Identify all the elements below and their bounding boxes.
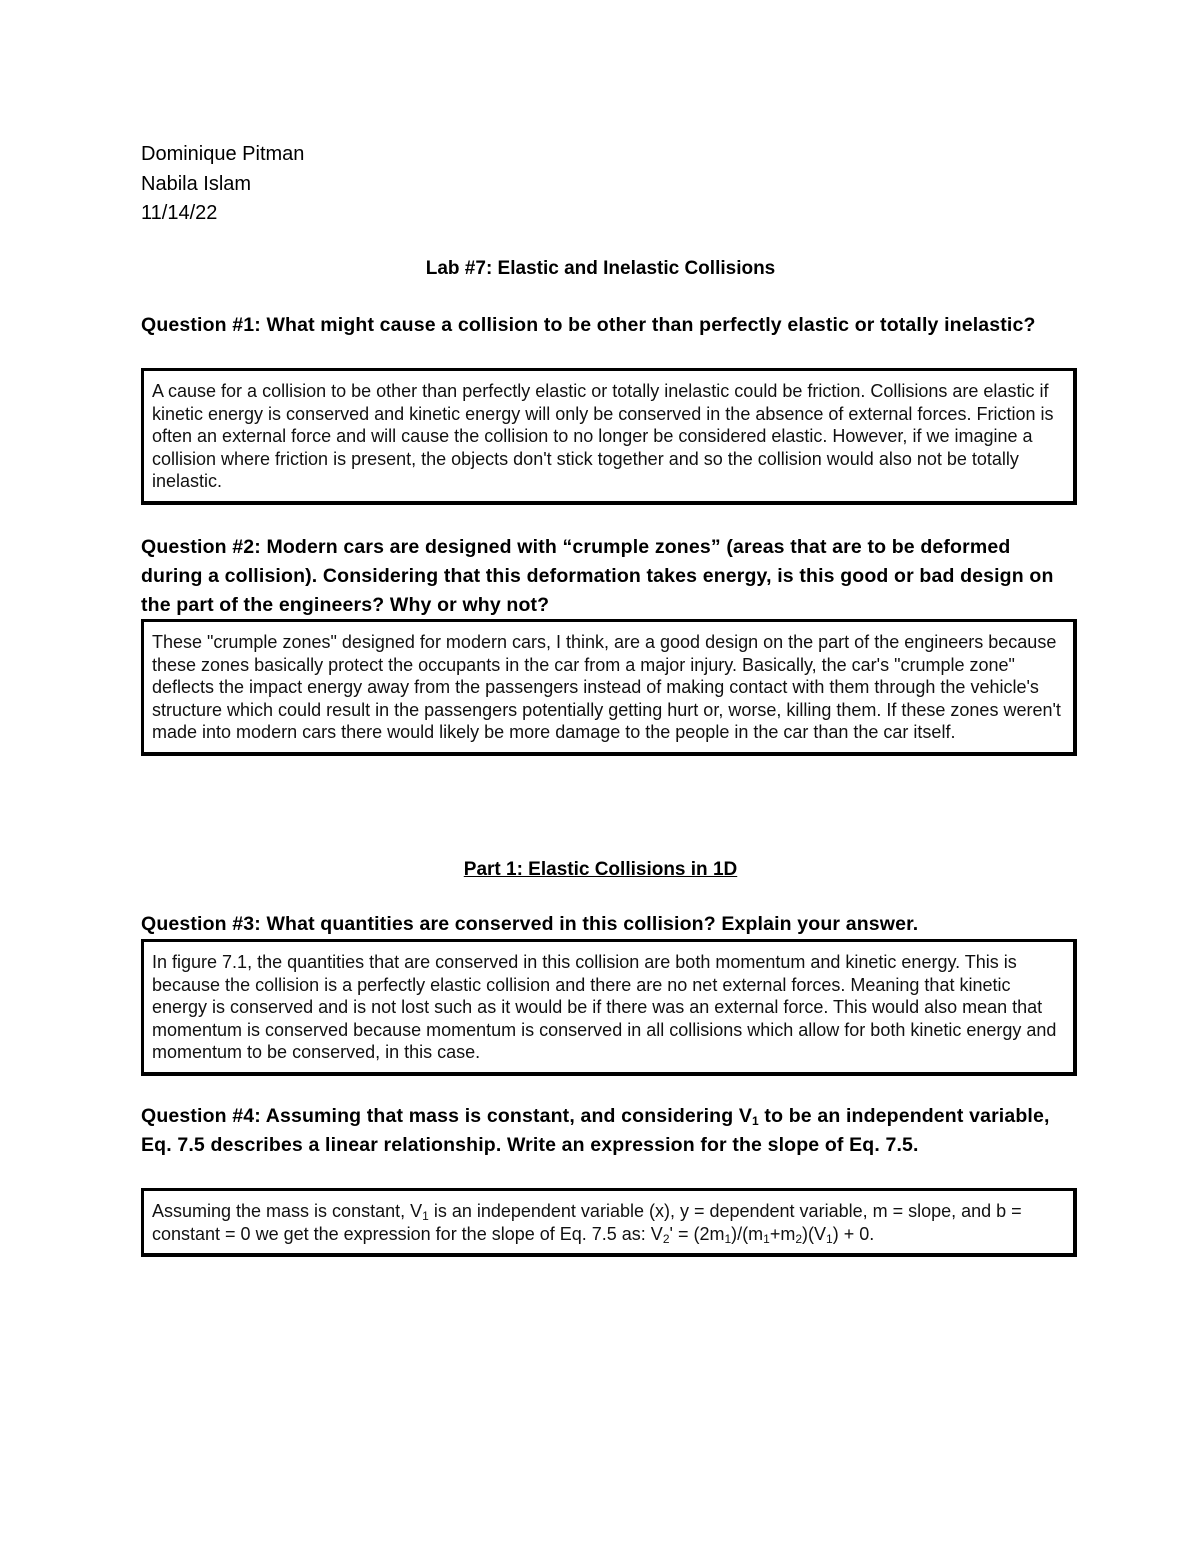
answer-4-sub-m1b: 1 (763, 1231, 770, 1246)
answer-box-2: These "crumple zones" designed for modern cars, I think, are a good design on the part of the engineers because these zones basically protect the occupants in the car from a major injury. Basically, the car's "crumple zone" deflects the impact energy away from the passengers instead of making contact with them through the vehicle's structure which could result in the passengers potentially getting hurt or, worse, killing them. If these zones weren't made into modern cars there would likely be more damage to the people in the car than the car itself. (141, 619, 1077, 756)
report-date: 11/14/22 (141, 202, 218, 224)
question-4-part-1: Question #4: Assuming that mass is constant, and considering V (141, 1105, 753, 1127)
part-1-title (141, 858, 1060, 882)
author-name-1: Dominique Pitman (141, 143, 305, 165)
answer-4-text-g: ) + 0. (832, 1223, 875, 1244)
question-4 (141, 1102, 1066, 1160)
answer-4-text-a: Assuming the mass is constant, V (152, 1201, 423, 1221)
question-4-subscript: 1 (752, 1114, 759, 1128)
answer-box-3: In figure 7.1, the quantities that are conserved in this collision are both momentum and kinetic energy. This is because the collision is a perfectly elastic collision and there are no net external forces. Meaning that kinetic energy is conserved and is not lost such as it would be if there was an external force. This would also mean that momentum is conserved because momentum is conserved in all collisions which allow for both kinetic energy and momentum to be conserved, in this case. (141, 939, 1077, 1076)
answer-4-sub-m2: 2 (795, 1231, 803, 1246)
question-3: Question #3: What quantities are conserved in this collision? Explain your answer. (141, 913, 919, 935)
answer-box-4 (141, 1188, 1077, 1257)
question-2: Question #2: Modern cars are designed with “crumple zones” (areas that are to be deformed during a collision). Considering that this deformation takes energy, is this good or bad design on the part of the engineers? Why or why not? (141, 536, 1054, 616)
answer-box-1: A cause for a collision to be other than perfectly elastic or totally inelastic could be friction. Collisions are elastic if kinetic energy is conserved and kinetic energy will only be conserved in the absence of external forces. Friction is often an external force and will cause the collision to no longer be considered elastic. However, if we imagine a collision where friction is present, the objects don't stick together and so the collision would also not be totally inelastic. (141, 368, 1077, 505)
answer-4-sub-v1: 1 (422, 1209, 429, 1223)
answer-4-sub-v2: 2 (662, 1231, 670, 1246)
question-4-part-2: to be an independent variable, Eq. 7.5 describes a linear relationship. Write an expression for the slope of Eq. 7.5. (141, 1105, 1050, 1156)
answer-4-text-e: +m (769, 1223, 796, 1244)
answer-4-sub-m1a: 1 (724, 1231, 732, 1246)
lab-title: Lab #7: Elastic and Inelastic Collisions (425, 258, 776, 279)
question-1: Question #1: What might cause a collision to be other than perfectly elastic or totally inelastic? (141, 314, 1036, 336)
answer-4-sub-v1b: 1 (826, 1231, 833, 1246)
author-name-2: Nabila Islam (141, 173, 252, 195)
answer-4-text-b: is an independent variable (x), y = dependent variable, m = slope, and b = constant = 0 we get the expression for the slope of Eq. 7.5 as: V (152, 1201, 1022, 1244)
part-1-title-text: Part 1: Elastic Collisions in 1D (463, 859, 738, 880)
answer-4-text-d: )/(m (731, 1223, 764, 1244)
answer-4-text-f: )(V (802, 1223, 827, 1244)
answer-4-text-c: ' = (2m (669, 1223, 725, 1244)
